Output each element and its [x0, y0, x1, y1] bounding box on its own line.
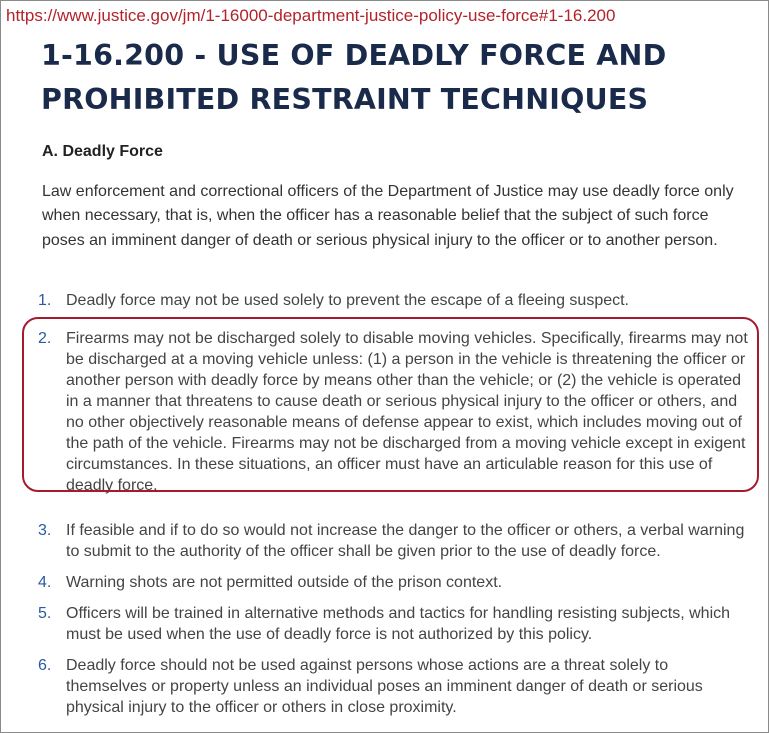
list-item-number: 4.: [38, 574, 52, 591]
list-item-text: Officers will be trained in alternative methods and tactics for handling resisting subjects, which must be used when the use of deadly force is not authorized by this policy.: [66, 605, 731, 643]
section-heading: A. Deadly Force: [42, 143, 163, 160]
list-item-text: Deadly force should not be used against persons whose actions are a threat solely to themselves or property unless an individual poses an imminent danger of death or serious physical injury to the officer or others in close proximity.: [66, 657, 703, 716]
highlight-annotation-box: [22, 317, 759, 492]
list-item-text: If feasible and if to do so would not increase the danger to the officer or others, a verbal warning to submit to the authority of the officer shall be given prior to the use of deadly force.: [66, 522, 745, 560]
list-item-number: 1.: [38, 292, 52, 309]
list-item-number: 5.: [38, 605, 52, 622]
list-item-number: 2.: [38, 330, 52, 347]
page-title: 1-16.200 - USE OF DEADLY FORCE AND PROHIBITED RESTRAINT TECHNIQUES: [41, 39, 667, 116]
list-item-text: Firearms may not be discharged solely to disable moving vehicles. Specifically, firearms may not be discharged at a moving vehicle unless: (1) a person in the vehicle is threatening the officer or another person with deadly force by means other than the vehicle; or (2) the vehicle is operated in a manner that threatens to cause death or serious physical injury to the officer or others, and no other objectively reasonable means of defense appear to exist, which includes moving out of the path of the vehicle. Firearms may not be discharged from a moving vehicle except in exigent circumstances. In these situations, an officer must have an articulable reason for this use of deadly force.: [66, 330, 748, 494]
intro-paragraph: Law enforcement and correctional officers of the Department of Justice may use deadly force only when necessary, that is, when the officer has a reasonable belief that the subject of such force poses an imminent danger of death or serious physical injury to the officer or to another person.: [42, 183, 734, 249]
list-item: [0, 603, 769, 645]
list-item: [0, 290, 769, 311]
list-item: [0, 572, 769, 593]
list-item-text: Warning shots are not permitted outside of the prison context.: [66, 574, 503, 591]
list-item-text: Deadly force may not be used solely to prevent the escape of a fleeing suspect.: [66, 292, 629, 309]
source-url-link[interactable]: https://www.justice.gov/jm/1-16000-department-justice-policy-use-force#1-16.200: [6, 6, 616, 25]
list-item-number: 3.: [38, 522, 52, 539]
list-item: [0, 655, 769, 718]
list-item: [0, 520, 769, 562]
list-item-number: 6.: [38, 657, 52, 674]
